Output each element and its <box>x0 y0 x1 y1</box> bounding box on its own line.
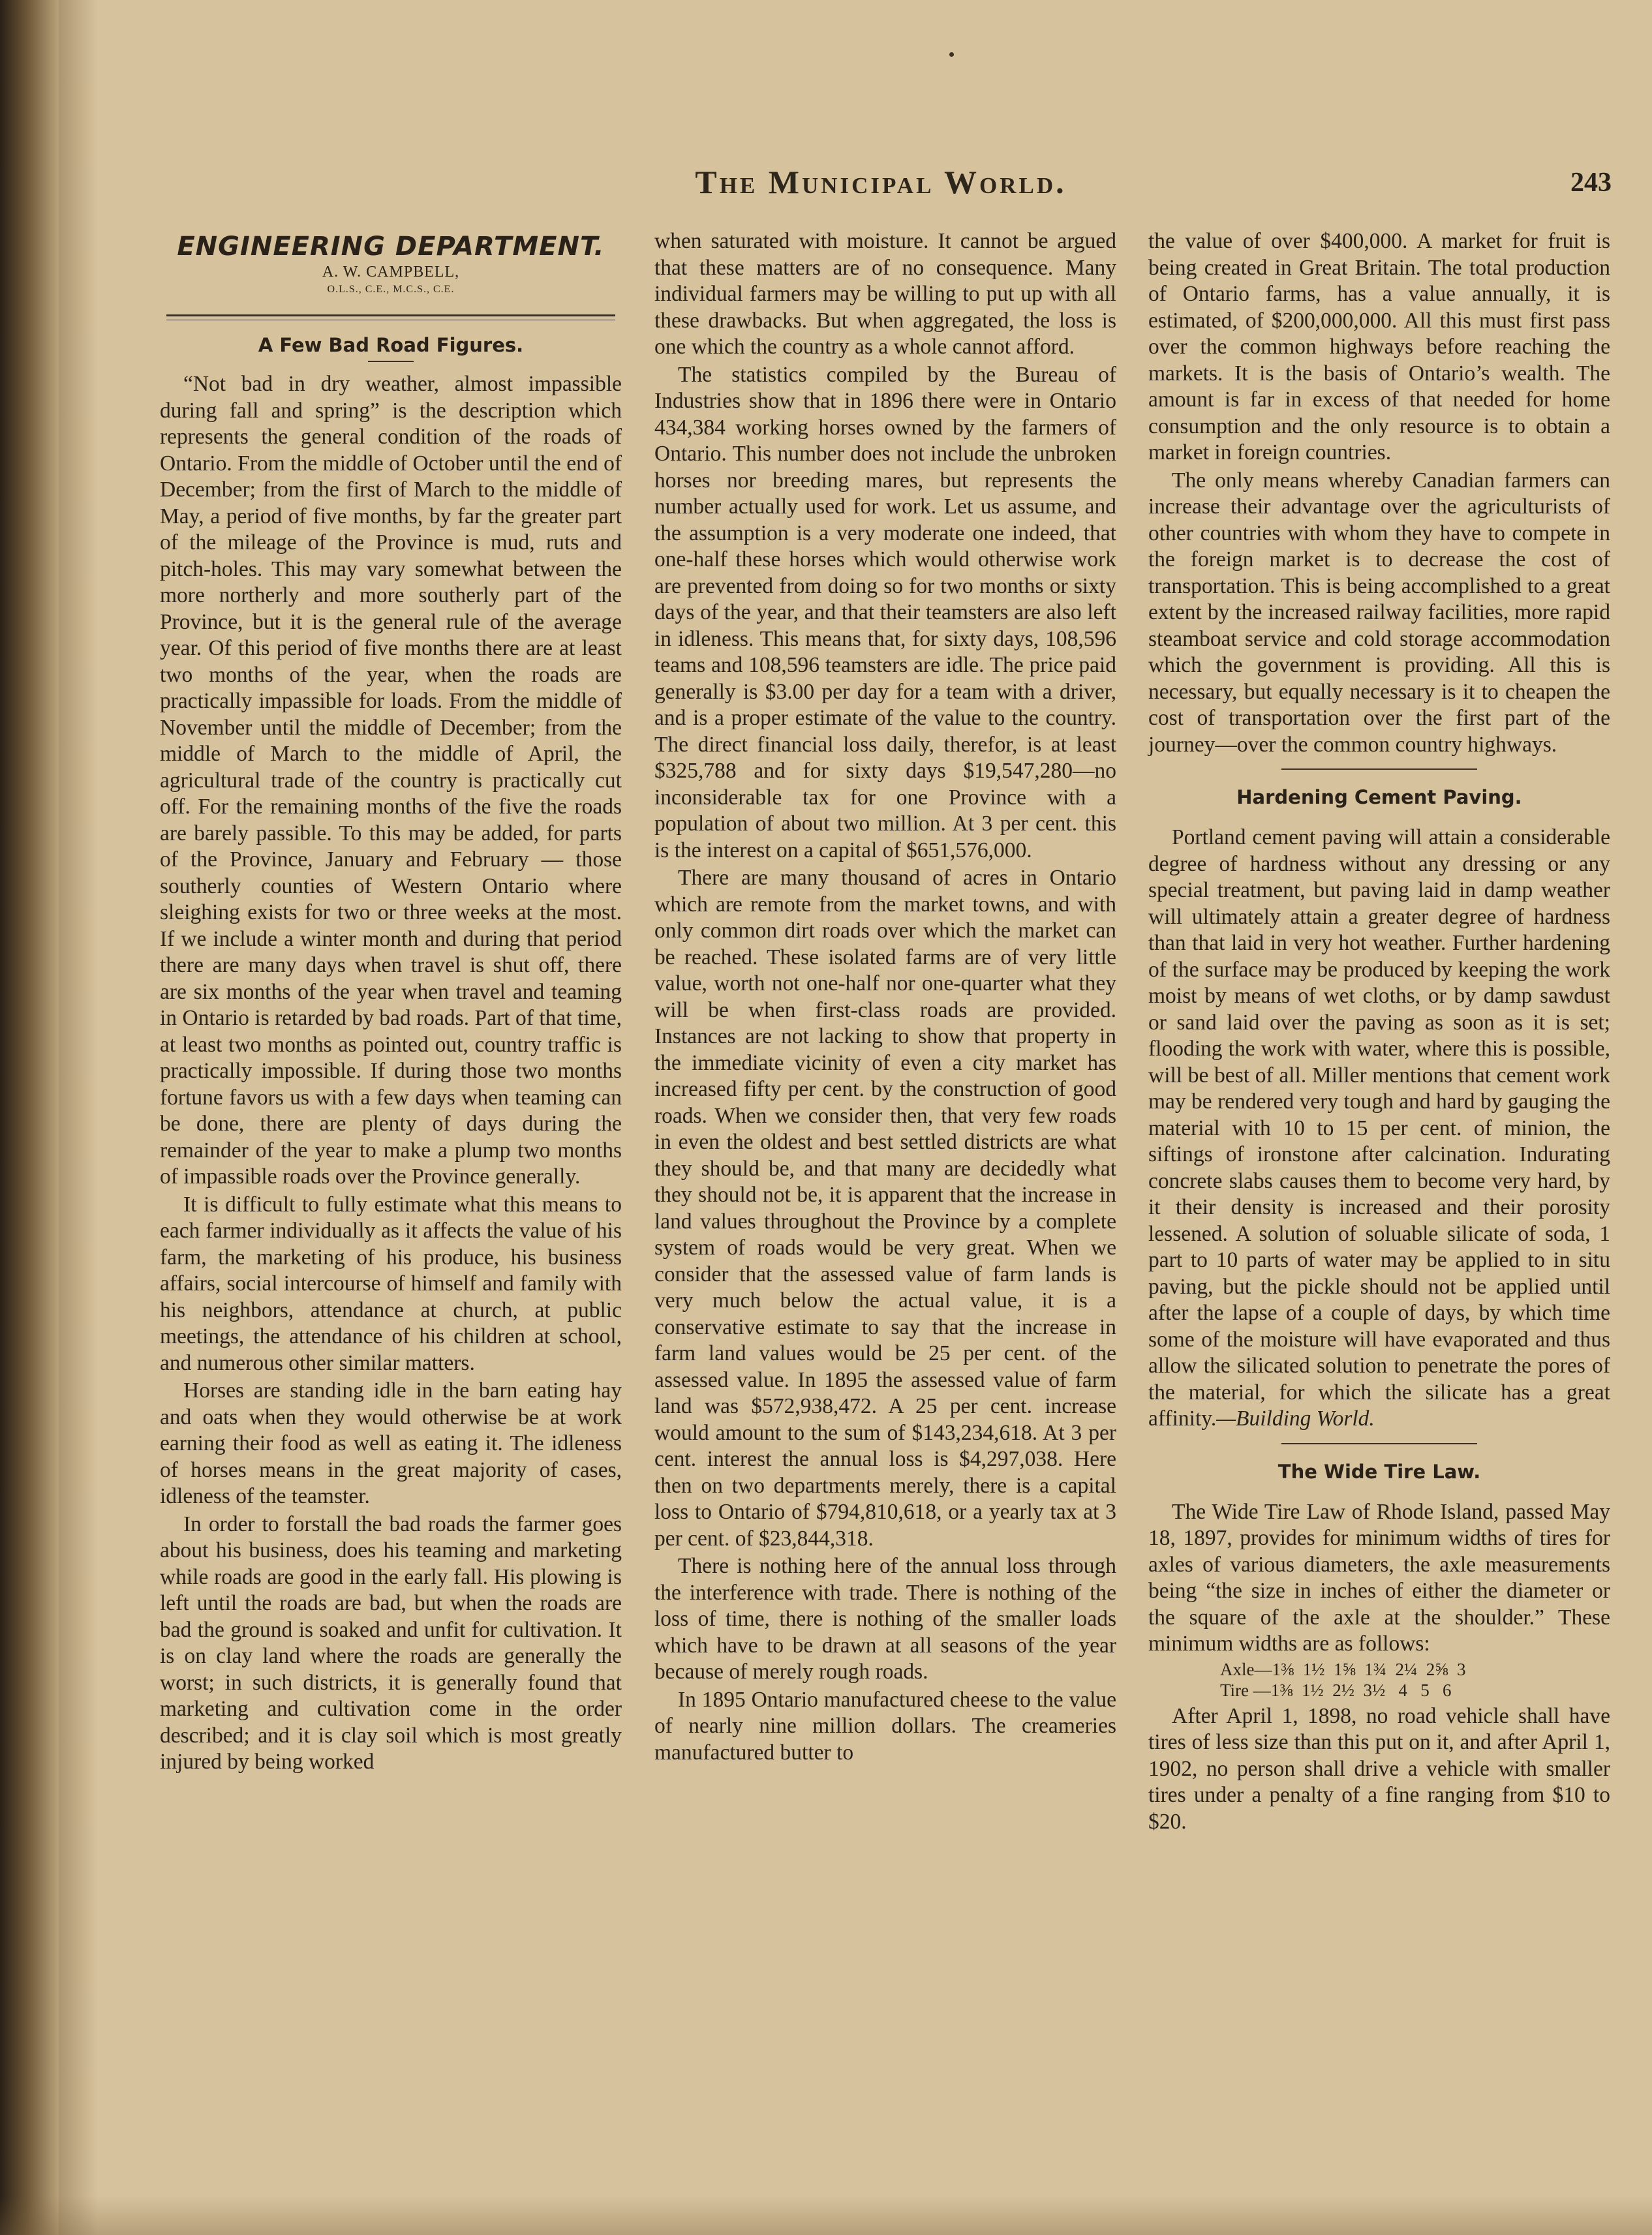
section-divider <box>166 314 615 320</box>
axle-value: 1⅝ <box>1333 1659 1356 1679</box>
article-heading-cement-paving: Hardening Cement Paving. <box>1236 786 1522 808</box>
tire-value: 2½ <box>1332 1680 1355 1700</box>
tire-value: 3½ <box>1363 1680 1386 1700</box>
paragraph: There is nothing here of the annual loss through the interference with trade. There is nothing of the loss of time, there is nothing of the smaller loads which have to be drawn at all seasons of the year because of merely rough roads. <box>654 1554 1116 1684</box>
paragraph: In order to forstall the bad roads the farmer goes about his business, does his teaming and marketing while roads are good in the early fall. His plowing is left until the roads are bad, but when the roads are bad the ground is soaked and unfit for cultivation. It is on clay land where the roads are generally the worst; in such districts, it is generally found that marketing and cultivation come in the order described; and it is clay soil which is most greatly injured by being worked <box>160 1512 622 1774</box>
department-credentials: O.L.S., C.E., M.C.S., C.E. <box>327 284 455 295</box>
masthead-title: The Municipal World. <box>695 164 1067 200</box>
heading-dash <box>368 361 414 362</box>
section-divider <box>1281 1443 1477 1444</box>
tire-row <box>1220 1680 1610 1701</box>
column-3 <box>1148 228 1610 2192</box>
axle-value: 1½ <box>1302 1659 1325 1679</box>
paragraph: In 1895 Ontario manufactured cheese to the value of nearly nine million dollars. The creameries manufactured butter to <box>654 1687 1116 1765</box>
tire-label: Tire — <box>1220 1680 1271 1700</box>
axle-row <box>1220 1659 1610 1680</box>
paragraph: Horses are standing idle in the barn eating hay and oats when they would otherwise be at work earning their food as well as eating it. The idleness of horses means in the great majority of cases, idleness of the teamster. <box>160 1378 622 1508</box>
paragraph: The Wide Tire Law of Rhode Island, passed May 18, 1897, provides for minimum widths of tires for axles of various diameters, the axle measurements being “the size in inches of either the diameter or the square of the axle at the shoulder.” These minimum widths are as follows: <box>1148 1499 1610 1656</box>
bottom-edge-shadow <box>0 2196 1652 2235</box>
tire-value: 6 <box>1443 1680 1452 1700</box>
article-heading-bad-roads: A Few Bad Road Figures. <box>258 334 524 356</box>
paragraph: “Not bad in dry weather, almost impassible during fall and spring” is the description which represents the general condition of the roads of Ontario. From the middle of October until the end of December; from the first of March to the middle of May, a period of five months, by far the greater part of the mileage of the Province is mud, ruts and pitch-holes. This may vary somewhat between the more northerly and more southerly part of the Province, but it is the general rule of the average year. Of this period of five months there are at least two months of the year, when the roads are practically impassible for loads. From the middle of November until the middle of December; from the middle of March to the middle of April, the agricultural trade of the country is practically cut off. For the remaining months of the five the roads are barely passible. To this may be added, for parts of the Province, January and February — those southerly counties of Western Ontario where sleighing exists for two or three weeks at the most. If we include a winter month and during that period there are many days when travel is shut off, there are six months of the year when travel and teaming in Ontario is retarded by bad roads. Part of that time, at least two months as pointed out, country traffic is practically impossible. If during those two months fortune favors us with a few days when teaming can be done, there are plenty of days during the remainder of the year to make a plump two months of impassible roads over the Province generally. <box>160 372 622 1189</box>
paragraph: when saturated with moisture. It cannot be argued that these matters are of no consequence. Many individual farmers may be willing to put up with all these drawbacks. But when aggregated, the loss is one which the country as a whole cannot afford. <box>654 229 1116 359</box>
article-heading-wide-tire-law: The Wide Tire Law. <box>1277 1460 1481 1483</box>
binding-mark <box>949 52 954 57</box>
department-author: A. W. CAMPBELL, <box>322 264 460 281</box>
department-title: ENGINEERING DEPARTMENT. <box>177 232 605 262</box>
paragraph: There are many thousand of acres in Ontario which are remote from the market towns, and with only common dirt roads over which the market can be reached. These isolated farms are of very little value, worth not one-half nor one-quarter what they will be when first-class roads are provided. Instances are not lacking to show that property in the immediate vicinity of even a city market has increased fifty per cent. by the construction of good roads. When we consider then, that very few roads in even the oldest and best settled districts are what they should be, and that many are decidedly what they should not be, it is apparent that the increase in land values throughout the Province by a complete system of roads would be very great. When we consider that the assessed value of farm lands is very much below the actual value, it is a conservative estimate to say that the increase in farm land values would be 25 per cent. of the assessed value. In 1895 the assessed value of farm land was $572,938,472. A 25 per cent. increase would amount to the sum of $143,234,618. At 3 per cent. interest the annual loss is $4,297,038. Here then on two departments merely, there is a capital loss to Ontario of $794,810,618, or a yearly tax at 3 per cent. of $23,844,318. <box>654 866 1116 1551</box>
axle-value: 1¾ <box>1364 1659 1386 1679</box>
tire-value: 1⅜ <box>1270 1680 1293 1700</box>
section-divider <box>1281 768 1477 770</box>
column-1 <box>160 228 622 2192</box>
column-2 <box>654 228 1116 2192</box>
axle-value: 2¼ <box>1395 1659 1418 1679</box>
cement-paving-body: Portland cement paving will attain a considerable degree of hardness without any dressing or any special treatment, but paving laid in damp weather will ultimately attain a greater degree of hardness than that laid in very hot weather. Further hardening of the surface may be produced by keeping the work moist by means of wet cloths, or by damp sawdust or sand laid over the paving as soon as it is set; flooding the work with water, where this is possible, will be best of all. Miller mentions that cement work may be rendered very tough and hard by gauging the material with 10 to 15 per cent. of minion, the siftings of ironstone after calcination. Indurating concrete slabs causes them to become very hard, by it their density is increased and their porosity lessened. A solution of soluable silicate of soda, 1 part to 10 parts of water may be applied to in situ paving, but the pickle should not be applied until after the lapse of a couple of days, by which time some of the moisture will have evaporated and thus allow the silicated solution to penetrate the pores of the material, for which the silicate has a great affinity. <box>1148 825 1610 1431</box>
page-number: 243 <box>1570 168 1612 198</box>
axle-label: Axle— <box>1220 1659 1272 1679</box>
axle-value: 2⅝ <box>1426 1659 1448 1679</box>
book-gutter <box>0 0 59 2235</box>
paragraph: the value of over $400,000. A market for fruit is being created in Great Britain. The total production of Ontario farms, has a value annually, it is estimated, of $200,000,000. All this must first pass over the common highways before reaching the markets. It is the basis of Ontario’s wealth. The amount is far in excess of that needed for home consumption and the only resource is to obtain a market in foreign countries. <box>1148 229 1610 464</box>
paragraph: The only means whereby Canadian farmers can increase their advantage over the agriculturists of other countries with whom they have to compete in the foreign market is to decrease the cost of transportation. This is being accomplished to a great extent by the increased railway facilities, more rapid steamboat service and cold storage accommodation which the government is providing. All this is necessary, but equally necessary is it to cheapen the cost of transportation over the first part of the journey—over the common country highways. <box>1148 468 1610 757</box>
article-credit: —Building World. <box>1216 1406 1375 1431</box>
axle-value: 1⅜ <box>1272 1659 1294 1679</box>
tire-value: 1½ <box>1302 1680 1324 1700</box>
paragraph: It is difficult to fully estimate what this means to each farmer individually as it affects the value of his farm, the marketing of his produce, his business affairs, social intercourse of himself and family with his neighbors, attendance at church, at public meetings, the attendance of his children at school, and numerous other similar matters. <box>160 1192 622 1375</box>
tire-width-table <box>1220 1659 1610 1701</box>
tire-value: 5 <box>1420 1680 1430 1700</box>
axle-value: 3 <box>1456 1659 1466 1679</box>
page-header <box>150 163 1612 209</box>
paragraph: After April 1, 1898, no road vehicle shall have tires of less size than this put on it, and after April 1, 1902, no person shall drive a vehicle with smaller tires under a penalty of a fine ranging from $10 to $20. <box>1148 1703 1610 1834</box>
paragraph: The statistics compiled by the Bureau of Industries show that in 1896 there were in Ontario 434,384 working horses owned by the farmers of Ontario. This number does not include the unbroken horses nor breeding mares, but represents the number actually used for work. Let us assume, and the assumption is a very moderate one indeed, that one-half these horses which would otherwise work are prevented from doing so for two months or sixty days of the year, and that their teamsters are also left in idleness. This means that, for sixty days, 108,596 teams and 108,596 teamsters are idle. The price paid generally is $3.00 per day for a team with a driver, and is a proper estimate of the value to the country. The direct financial loss daily, therefor, is at least $325,788 and for sixty days $19,547,280—no inconsiderable tax for one Province with a population of about two million. At 3 per cent. this is the interest on a capital of $651,576,000. <box>654 362 1116 862</box>
page-edge-shadow <box>59 0 98 2235</box>
paragraph <box>1148 825 1610 1433</box>
tire-value: 4 <box>1398 1680 1408 1700</box>
